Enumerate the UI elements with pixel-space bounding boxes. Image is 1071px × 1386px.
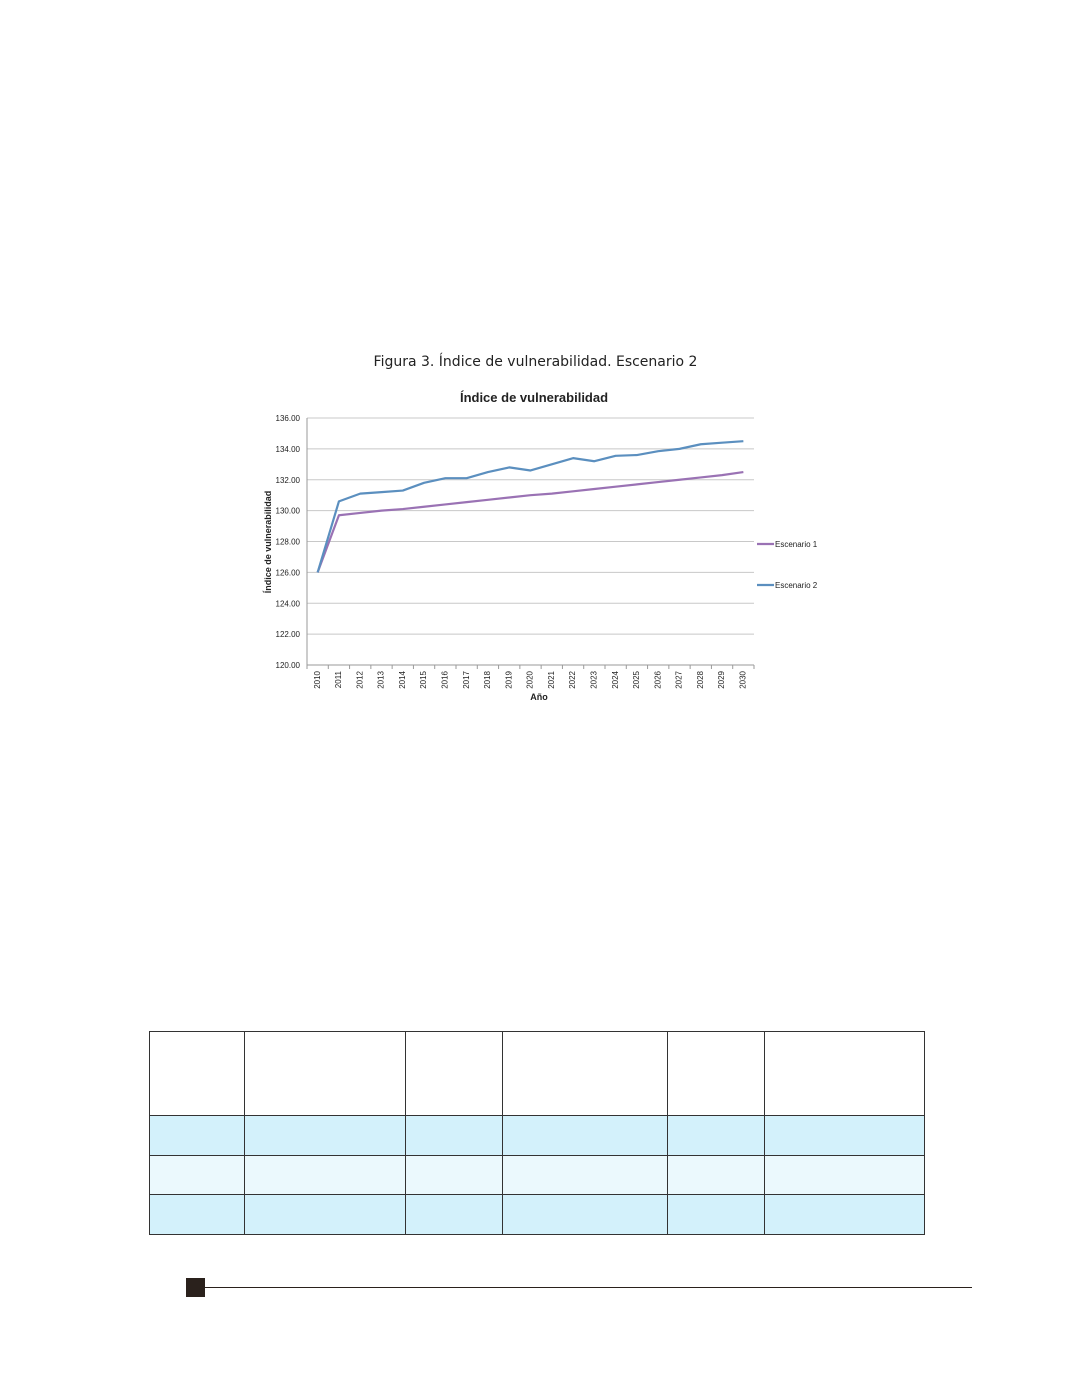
x-tick-label: 2018 <box>483 671 493 689</box>
legend-label-escenario-2: Escenario 2 <box>775 581 818 590</box>
x-tick-label: 2025 <box>632 671 642 689</box>
x-tick-label: 2026 <box>653 671 663 689</box>
y-tick-label: 130.00 <box>275 506 300 516</box>
x-tick-label: 2013 <box>376 671 386 689</box>
table-cell <box>245 1116 406 1156</box>
data-table <box>149 1031 925 1235</box>
table-cell <box>406 1032 503 1116</box>
x-tick-label: 2012 <box>355 671 365 689</box>
table-cell <box>668 1032 765 1116</box>
y-axis-label: Índice de vulnerabilidad <box>263 490 273 594</box>
x-tick-label: 2030 <box>738 671 748 689</box>
chart-title: Índice de vulnerabilidad <box>459 390 609 405</box>
x-tick-label: 2019 <box>504 671 514 689</box>
series-line-escenario-2 <box>318 441 744 572</box>
line-chart <box>252 384 842 714</box>
table-cell <box>668 1156 765 1195</box>
table-cell <box>668 1195 765 1235</box>
y-tick-label: 132.00 <box>275 475 300 485</box>
table-cell <box>245 1032 406 1116</box>
table-cell <box>765 1156 925 1195</box>
x-tick-label: 2010 <box>312 671 322 689</box>
y-tick-label: 122.00 <box>275 630 300 640</box>
table-header-row <box>150 1032 925 1116</box>
x-tick-label: 2016 <box>440 671 450 689</box>
x-tick-label: 2024 <box>610 671 620 689</box>
y-tick-label: 124.00 <box>275 599 300 609</box>
x-tick-labels <box>313 670 748 688</box>
footer-rule <box>205 1287 972 1288</box>
table-cell <box>150 1116 245 1156</box>
y-tick-label: 120.00 <box>275 661 300 670</box>
table-cell <box>150 1032 245 1116</box>
table-cell <box>406 1195 503 1235</box>
x-tick-label: 2017 <box>461 671 471 689</box>
table-row <box>150 1195 925 1235</box>
x-tick-label: 2028 <box>695 671 705 689</box>
legend-label-escenario-1: Escenario 1 <box>775 540 818 549</box>
table-cell <box>245 1156 406 1195</box>
table-cell <box>150 1156 245 1195</box>
series-line-escenario-1 <box>318 472 744 572</box>
table-cell <box>150 1195 245 1235</box>
y-tick-label: 134.00 <box>275 444 300 454</box>
y-tick-label: 126.00 <box>275 568 300 578</box>
figure-caption: Figura 3. Índice de vulnerabilidad. Escenario 2 <box>373 354 698 370</box>
x-tick-label: 2021 <box>546 671 556 689</box>
x-tick-label: 2011 <box>334 671 344 689</box>
footer-square-mark <box>186 1278 205 1297</box>
x-axis-label: Año <box>530 692 548 702</box>
table-cell <box>406 1116 503 1156</box>
y-tick-labels <box>276 414 301 670</box>
series-lines <box>318 441 744 572</box>
x-tick-label: 2023 <box>589 671 599 689</box>
table-cell <box>503 1156 668 1195</box>
table-row <box>150 1116 925 1156</box>
table-cell <box>765 1116 925 1156</box>
y-tick-label: 136.00 <box>275 414 300 423</box>
table-cell <box>245 1195 406 1235</box>
x-tick-label: 2029 <box>717 671 727 689</box>
table-cell <box>668 1116 765 1156</box>
gridlines <box>307 418 754 669</box>
table-cell <box>503 1032 668 1116</box>
legend <box>757 540 818 590</box>
x-tick-label: 2020 <box>525 671 535 689</box>
table-cell <box>765 1195 925 1235</box>
x-tick-label: 2027 <box>674 671 684 689</box>
table-cell <box>503 1116 668 1156</box>
x-tick-label: 2014 <box>397 671 407 689</box>
x-tick-label: 2022 <box>568 671 578 689</box>
y-tick-label: 128.00 <box>275 537 300 547</box>
x-tick-label: 2015 <box>419 671 429 689</box>
table-cell <box>406 1156 503 1195</box>
table-row <box>150 1156 925 1195</box>
table-cell <box>765 1032 925 1116</box>
table-cell <box>503 1195 668 1235</box>
